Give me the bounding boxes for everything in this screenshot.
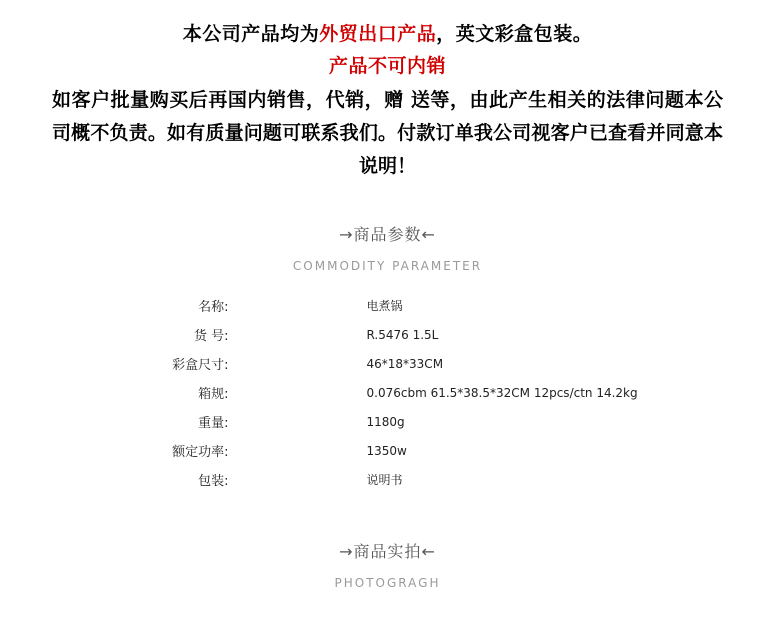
table-row xyxy=(38,320,738,349)
spec-label: 重量: xyxy=(198,416,229,431)
notice-line-2: 产品不可内销 xyxy=(328,55,446,77)
parameter-section xyxy=(0,223,775,494)
spec-value: 1350w xyxy=(366,443,407,458)
photo-section-title: →商品实拍← xyxy=(339,542,436,561)
table-row xyxy=(38,436,738,465)
spec-label: 彩盒尺寸: xyxy=(172,358,229,373)
photo-section xyxy=(0,540,775,594)
spec-label: 名称: xyxy=(198,300,229,315)
notice-line1-part1: 本公司产品均为 xyxy=(182,23,320,45)
photo-section-subtitle: PHOTOGRAGH xyxy=(334,576,441,590)
spec-value: 1180g xyxy=(366,414,405,429)
table-row xyxy=(38,465,738,494)
notice-line-1 xyxy=(40,18,735,50)
spec-value: 说明书 xyxy=(366,473,403,487)
spec-table xyxy=(38,291,738,494)
notice-line1-part2: ，英文彩盒包装。 xyxy=(436,23,593,45)
spec-label: 包装: xyxy=(198,474,229,489)
table-row xyxy=(38,378,738,407)
spec-value: 电煮锅 xyxy=(366,299,403,313)
parameter-section-subtitle: COMMODITY PARAMETER xyxy=(292,259,483,273)
spec-label: 额定功率: xyxy=(172,445,229,460)
notice-body: 如客户批量购买后再国内销售，代销，赠 送等，由此产生相关的法律问题本公司概不负责。如有质量问题可联系我们。付款订单我公司视客户已查看并同意本说明！ xyxy=(52,89,723,177)
table-row xyxy=(38,407,738,436)
spec-label: 货 号: xyxy=(193,329,229,344)
notice-line1-highlight: 外贸出口产品 xyxy=(319,23,437,45)
notice-block xyxy=(0,0,775,183)
table-row xyxy=(38,291,738,320)
table-row xyxy=(38,349,738,378)
spec-label: 箱规: xyxy=(198,387,229,402)
spec-value: 46*18*33CM xyxy=(366,356,444,371)
parameter-section-title: →商品参数← xyxy=(339,225,436,244)
spec-value: 0.076cbm 61.5*38.5*32CM 12pcs/ctn 14.2kg xyxy=(366,385,638,400)
spec-value: R.5476 1.5L xyxy=(366,327,439,342)
